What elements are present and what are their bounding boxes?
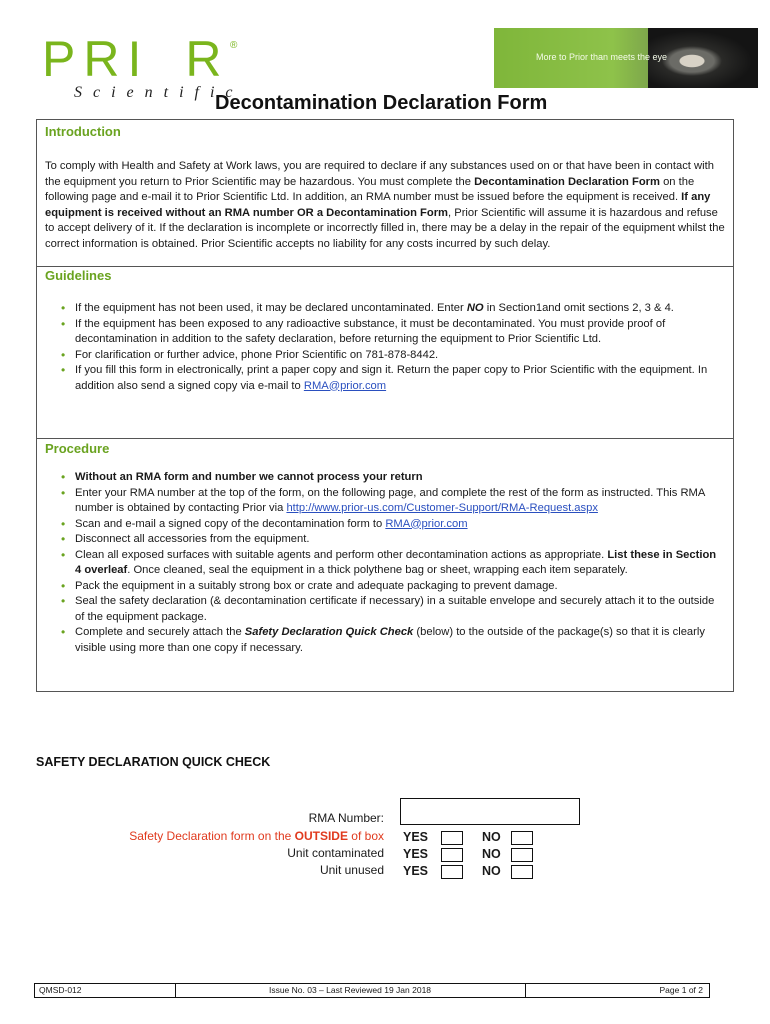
list-item: • Clean all exposed surfaces with suitable agents and perform other decontamination actions as appropriate. List these in Section 4 overleaf. Once cleaned, seal the equipment in a thick polythene bag or sheet, wrapping each item separately. bbox=[61, 548, 725, 579]
registered-mark: ® bbox=[230, 40, 238, 51]
guidelines-heading: Guidelines bbox=[45, 268, 112, 283]
yes-label: YES bbox=[403, 847, 429, 861]
unused-yes-checkbox[interactable] bbox=[441, 865, 463, 879]
list-item: • Disconnect all accessories from the equipment. bbox=[61, 532, 725, 548]
outside-box-label: Safety Declaration form on the OUTSIDE of box bbox=[129, 829, 384, 843]
section-divider bbox=[37, 438, 733, 439]
introduction-heading: Introduction bbox=[45, 124, 121, 139]
no-label: NO bbox=[482, 864, 501, 878]
list-item: • Pack the equipment in a suitably strong box or crate and adequate packaging to prevent damage. bbox=[61, 579, 725, 595]
header-banner-image bbox=[494, 28, 758, 88]
contaminated-yes-checkbox[interactable] bbox=[441, 848, 463, 862]
rma-request-link[interactable]: http://www.prior-us.com/Customer-Support/RMA-Request.aspx bbox=[286, 502, 598, 514]
guidelines-list bbox=[61, 301, 725, 394]
rma-email-link[interactable]: RMA@prior.com bbox=[303, 379, 387, 392]
list-item: • For clarification or further advice, phone Prior Scientific on 781-878-8442. bbox=[61, 348, 725, 364]
contaminated-no-checkbox[interactable] bbox=[511, 848, 533, 862]
section-divider bbox=[37, 266, 733, 267]
list-item: • If you fill this form in electronically, print a paper copy and sign it. Return the paper copy to Prior Scientific with the equipment. In addition also send a signed copy via e-mail to RMA@prior.com bbox=[61, 363, 725, 394]
yes-label: YES bbox=[403, 830, 429, 844]
outside-no-checkbox[interactable] bbox=[511, 831, 533, 845]
yes-label: YES bbox=[403, 864, 429, 878]
banner-tagline: More to Prior than meets the eye bbox=[536, 52, 668, 62]
list-item: • Without an RMA form and number we cannot process your return bbox=[61, 470, 725, 486]
procedure-heading: Procedure bbox=[45, 441, 110, 456]
footer-divider bbox=[525, 984, 526, 997]
no-label: NO bbox=[482, 830, 501, 844]
outside-yes-checkbox[interactable] bbox=[441, 831, 463, 845]
prior-logo-subtitle: Scientific bbox=[74, 84, 244, 101]
list-item: • Scan and e-mail a signed copy of the decontamination form to RMA@prior.com bbox=[61, 517, 725, 533]
list-item: • If the equipment has not been used, it may be declared uncontaminated. Enter NO in Section1and omit sections 2, 3 & 4. bbox=[61, 301, 725, 317]
rma-number-label: RMA Number: bbox=[308, 811, 384, 825]
procedure-list bbox=[61, 470, 725, 656]
document-footer bbox=[34, 983, 710, 998]
prior-logo-wordmark: PRI R bbox=[42, 31, 230, 87]
list-item: • Seal the safety declaration (& decontamination certificate if necessary) in a suitable envelope and securely attach it to the outside of the equipment package. bbox=[61, 594, 725, 625]
unused-no-checkbox[interactable] bbox=[511, 865, 533, 879]
issue-info: Issue No. 03 – Last Reviewed 19 Jan 2018 bbox=[268, 985, 432, 995]
unit-unused-label: Unit unused bbox=[319, 863, 384, 877]
unit-contaminated-label: Unit contaminated bbox=[287, 846, 384, 860]
list-item: • If the equipment has been exposed to any radioactive substance, it must be decontaminated. You must provide proof of decontamination in addition to the safety declaration, before returning the equipment to Prior Scientific Ltd. bbox=[61, 317, 725, 348]
introduction-paragraph: To comply with Health and Safety at Work laws, you are required to declare if any substances used on or that have been in contact with the equipment you return to Prior Scientific may be hazardous. You must complete the Decontamination Declaration Form on the following page and e-mail it to Prior Scientific Ltd. In addition, an RMA number must be issued before the equipment is received. If any equipment is received without an RMA number OR a Decontamination Form, Prior Scientific will assume it is hazardous and refuse to accept delivery of it. If the declaration is incomplete or incorrectly filled in, there may be a delay in the repair of the equipment whilst the correct information is obtained. Prior Scientific accepts no liability for any costs incurred by such delay. bbox=[45, 160, 725, 250]
instructions-box bbox=[36, 119, 734, 692]
no-label: NO bbox=[482, 847, 501, 861]
page-title: Decontamination Declaration Form bbox=[215, 92, 548, 114]
rma-email-link[interactable]: RMA@prior.com bbox=[385, 517, 468, 530]
list-item: • Complete and securely attach the Safety Declaration Quick Check (below) to the outside of the package(s) so that it is clearly visible using more than one copy if necessary. bbox=[61, 625, 725, 656]
list-item: • Enter your RMA number at the top of the form, on the following page, and complete the rest of the form as instructed. This RMA number is obtained by contacting Prior via http://www.prior-us.com/Customer-Support/RMA-Request.aspx bbox=[61, 486, 725, 517]
quick-check-title: SAFETY DECLARATION QUICK CHECK bbox=[36, 755, 271, 769]
page-number: Page 1 of 2 bbox=[659, 985, 703, 995]
document-code: QMSD-012 bbox=[39, 985, 82, 995]
rma-number-field[interactable] bbox=[400, 798, 580, 825]
